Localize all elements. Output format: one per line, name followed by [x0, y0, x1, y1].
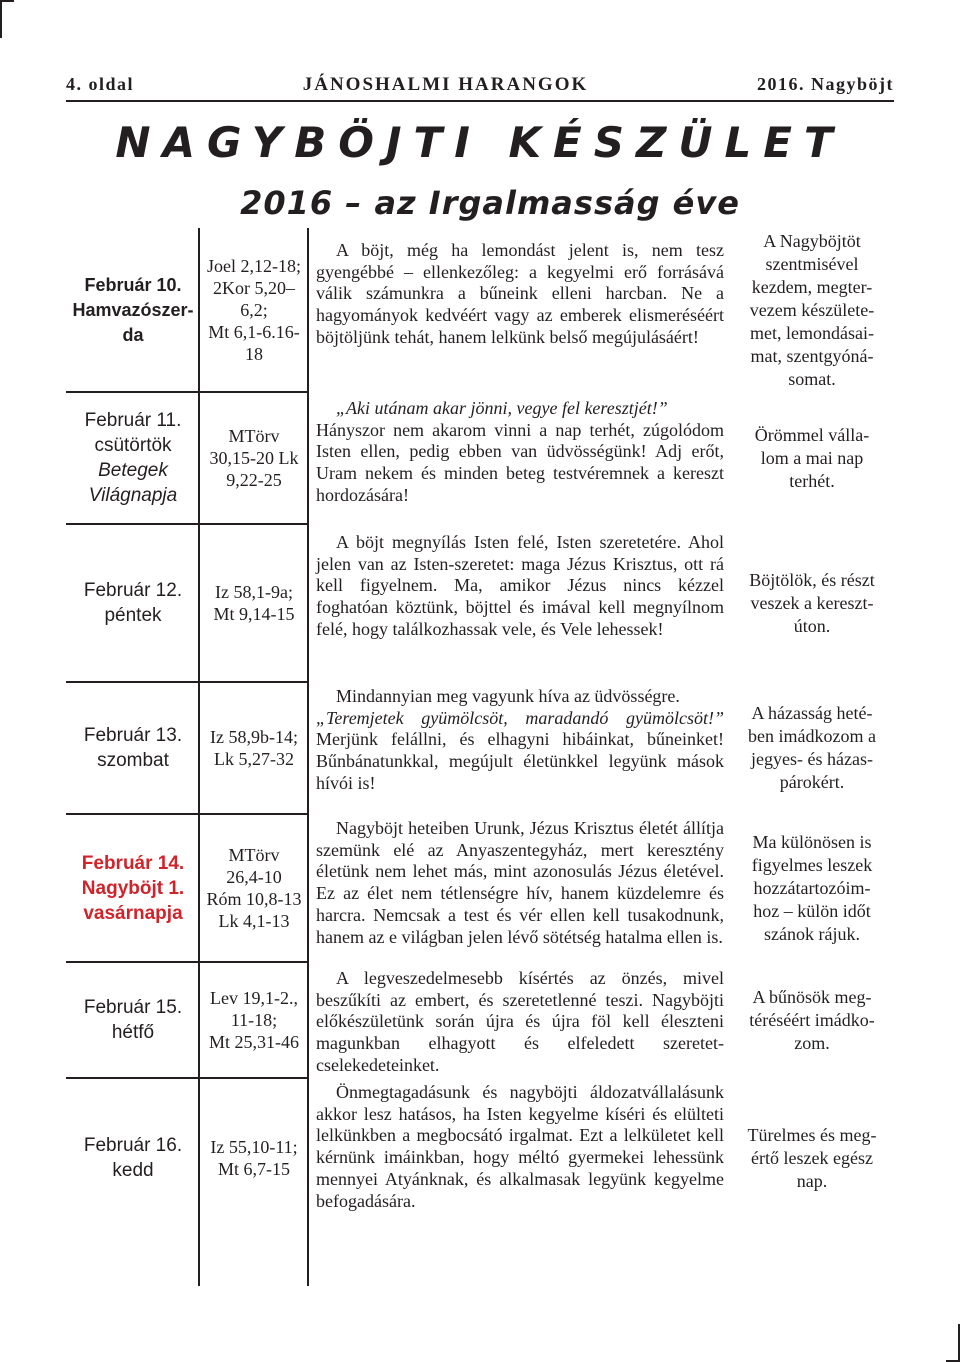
reflection-text: Önmegtagadásunk és nagyböjti áldozatvállalásunk akkor lesz hatásos, ha Isten kegyelme kíséri és elülteti lelkünkben a megbocsátó irgalmat. Ezt a lelkületet kell kérnünk imáinkban, hogy méltó gyermekei lehessünk mennyei Atyánknak, és alkalmasak legyünk kegyelme befogadására.	[316, 1082, 724, 1211]
reading-line: Mt 9,14-15	[213, 604, 295, 624]
resolution-line: téréséért imádko-	[749, 1009, 875, 1030]
crop-mark-top-left	[0, 0, 2, 38]
reading-line: 30,15-20 Lk	[209, 448, 299, 468]
day-name: hétfő	[111, 1022, 155, 1043]
resolution-line: zom.	[794, 1032, 830, 1053]
resolution-cell	[730, 962, 894, 1078]
day-name: da	[122, 324, 144, 345]
day-observance: Betegek	[98, 460, 168, 481]
day-name: kedd	[112, 1160, 154, 1181]
reflection-cell	[308, 814, 730, 962]
page-title: NAGYBÖJTI KÉSZÜLET	[115, 118, 845, 167]
resolution-line: Ma különösen is	[752, 831, 872, 852]
resolution-line: mat, szentgyóná-	[750, 345, 874, 366]
day-name: szombat	[97, 750, 169, 771]
resolution-line: A Nagyböjtöt	[763, 230, 861, 251]
reflection-text: Nagyböjt heteiben Urunk, Jézus Krisztus életét állítja szemünk elé az Anyaszentegyház, mert keresztény életünk nem lehet más, mint azonosulás Jézus életével. Ez az élet nem tétlenségre hív, hanem küzdelemre és harcra. Nemcsak a test és vér ellen kell tusakodnunk, hanem az e világban jelen lévő sötétség hatalma ellen is.	[316, 818, 724, 947]
day-cell	[66, 682, 200, 814]
reflection-cell	[308, 524, 730, 682]
day-date: Február 16.	[83, 1135, 183, 1156]
day-cell	[66, 524, 200, 682]
resolution-line: értő leszek egész	[751, 1147, 873, 1168]
reading-line: Lev 19,1-2.,	[210, 988, 298, 1008]
reading-line: MTörv	[228, 845, 280, 865]
resolution-line: párokért.	[779, 772, 845, 792]
day-observance: Világnapja	[88, 485, 178, 506]
day-date: Február 10.	[84, 274, 182, 295]
day-date: Február 13.	[83, 725, 183, 746]
resolution-line: lom a mai nap	[760, 447, 864, 468]
reflection-text: A böjt megnyílás Isten felé, Isten szeretetére. Ahol jelen van az Isten-szeretet: maga Jézus Krisztus, ott rá kell figyelnem. Ma, amikor Jézus nincs kézzel foghatóan köztünk, böjttel és imával kell megnyílnom felé, hogy találkozhassak vele, és Vele lehessek!	[316, 532, 724, 639]
day-cell	[66, 392, 200, 524]
day-cell	[66, 228, 200, 392]
day-date: Február 15.	[83, 997, 183, 1018]
crop-mark-top-left	[0, 0, 14, 2]
reflection-text: Mindannyian meg vagyunk híva az üdvösségre.	[336, 686, 680, 706]
resolution-line: szánok rájuk.	[764, 923, 860, 944]
reading-line: Mt 6,7-15	[218, 1159, 290, 1179]
reflection-text: A legveszedelmesebb kísértés az önzés, mivel beszűkíti az embert, és szeretetlenné teszi. Nagyböjti előkészületünk során újra és újra föl kell éleszteni magunkban elhagyott és elfeledett szeretet-cselekedeteinket.	[316, 968, 724, 1075]
day-name: péntek	[104, 605, 162, 626]
reading-line: 9,22-25	[226, 470, 282, 490]
scripture-quote: „Teremjetek gyümölcsöt, maradandó gyümölcsöt!”	[316, 707, 724, 728]
day-name: Hamvazószer-	[72, 299, 194, 320]
resolution-line: szentmisével	[765, 253, 859, 274]
resolution-line: terhét.	[789, 470, 835, 491]
running-head	[66, 74, 894, 96]
reading-line: Iz 58,1-9a;	[215, 582, 293, 602]
reading-line: Mt 25,31-46	[209, 1032, 299, 1052]
resolution-cell	[730, 524, 894, 682]
reading-cell	[200, 1078, 308, 1238]
reading-cell	[200, 814, 308, 962]
day-name: csütörtök	[94, 435, 172, 456]
reading-cell	[200, 682, 308, 814]
resolution-line: ben imádkozom a	[748, 726, 876, 746]
resolution-line: nap.	[796, 1170, 828, 1191]
page-subtitle: 2016 – az Irgalmasság éve	[240, 184, 740, 222]
reflection-cell	[308, 1078, 730, 1238]
reading-line: Róm 10,8-13	[206, 889, 302, 909]
resolution-cell	[730, 1078, 894, 1238]
reading-line: 18	[245, 344, 263, 364]
reading-line: 2Kor 5,20–	[213, 278, 295, 298]
day-cell	[66, 962, 200, 1078]
reflection-cell	[308, 682, 730, 814]
reflection-cell	[308, 392, 730, 524]
reading-line: Lk 5,27-32	[213, 749, 294, 769]
day-name: vasárnapja	[83, 902, 183, 924]
reading-line: Joel 2,12-18;	[207, 256, 301, 276]
resolution-cell	[730, 228, 894, 392]
resolution-line: jegyes- és házas-	[751, 749, 873, 769]
day-date: Február 14.	[81, 852, 185, 874]
resolution-line: kezdem, megter-	[751, 276, 873, 297]
scripture-quote: „Aki utánam akar jönni, vegye fel keresztjét!”	[336, 398, 668, 418]
resolution-line: úton.	[793, 615, 831, 636]
page-number: 4. oldal	[66, 74, 135, 94]
reading-cell	[200, 392, 308, 524]
resolution-line: hozzátartozóim-	[753, 877, 871, 898]
resolution-line: Örömmel válla-	[754, 424, 870, 445]
reflection-text: Merjünk felállni, és elhagyni hibáinkat, bűneinket! Bűnbánatunkkal, megújult életünkkel legyünk mások hívói is!	[316, 729, 724, 793]
reflection-text: Hányszor nem akarom vinni a nap terhét, zúgolódom Isten ellen, pedig ebben van üdvösségünk! Adj erőt, Uram nekem és minden beteg testvéremnek a kereszt hordozására!	[316, 419, 724, 505]
reading-line: Mt 6,1-6.16-	[208, 322, 300, 342]
day-cell	[66, 1078, 200, 1238]
publication-name: JÁNOSHALMI HARANGOK	[302, 74, 589, 95]
reflection-cell	[308, 228, 730, 392]
resolution-cell	[730, 682, 894, 814]
resolution-line: vezem készülete-	[749, 299, 875, 320]
resolution-line: Böjtölök, és részt	[749, 569, 875, 590]
resolution-line: met, lemondásai-	[750, 322, 874, 343]
resolution-cell	[730, 814, 894, 962]
reading-line: Lk 4,1-13	[218, 911, 290, 931]
reading-line: Iz 58,9b-14;	[210, 727, 298, 747]
day-date: Február 12.	[83, 580, 183, 601]
resolution-line: figyelmes leszek	[751, 854, 873, 875]
reading-line: 11-18;	[230, 1010, 278, 1030]
day-name: Nagyböjt 1.	[81, 877, 185, 899]
day-cell	[66, 814, 200, 962]
header-rule	[66, 100, 894, 102]
issue-label: 2016. Nagyböjt	[757, 74, 894, 94]
reading-cell	[200, 228, 308, 392]
resolution-line: veszek a kereszt-	[750, 592, 874, 613]
resolution-line: somat.	[788, 368, 836, 389]
reflection-cell	[308, 962, 730, 1078]
reading-cell	[200, 962, 308, 1078]
resolution-line: A bűnösök meg-	[752, 986, 872, 1007]
resolution-line: Türelmes és meg-	[747, 1124, 877, 1145]
reading-line: Iz 55,10-11;	[210, 1137, 298, 1157]
reflection-text: A böjt, még ha lemondást jelent is, nem tesz gyengébbé – ellenkezőleg: a kegyelmi erő forrásává válik számunkra a bűneink elleni harcban. Ne a hagyományok kedvéért vagy az emberek elismeréséért böjtöljünk tehát, hanem lelkünk belső megújulásáért!	[316, 240, 724, 347]
reading-line: MTörv	[228, 426, 280, 446]
reading-line: 26,4-10	[226, 867, 282, 887]
resolution-cell	[730, 392, 894, 524]
calendar-table	[66, 228, 894, 1286]
reading-line: 6,2;	[240, 300, 268, 320]
resolution-line: A házasság heté-	[751, 703, 873, 723]
reading-cell	[200, 524, 308, 682]
day-date: Február 11.	[84, 410, 182, 431]
resolution-line: hoz – külön időt	[753, 900, 871, 921]
